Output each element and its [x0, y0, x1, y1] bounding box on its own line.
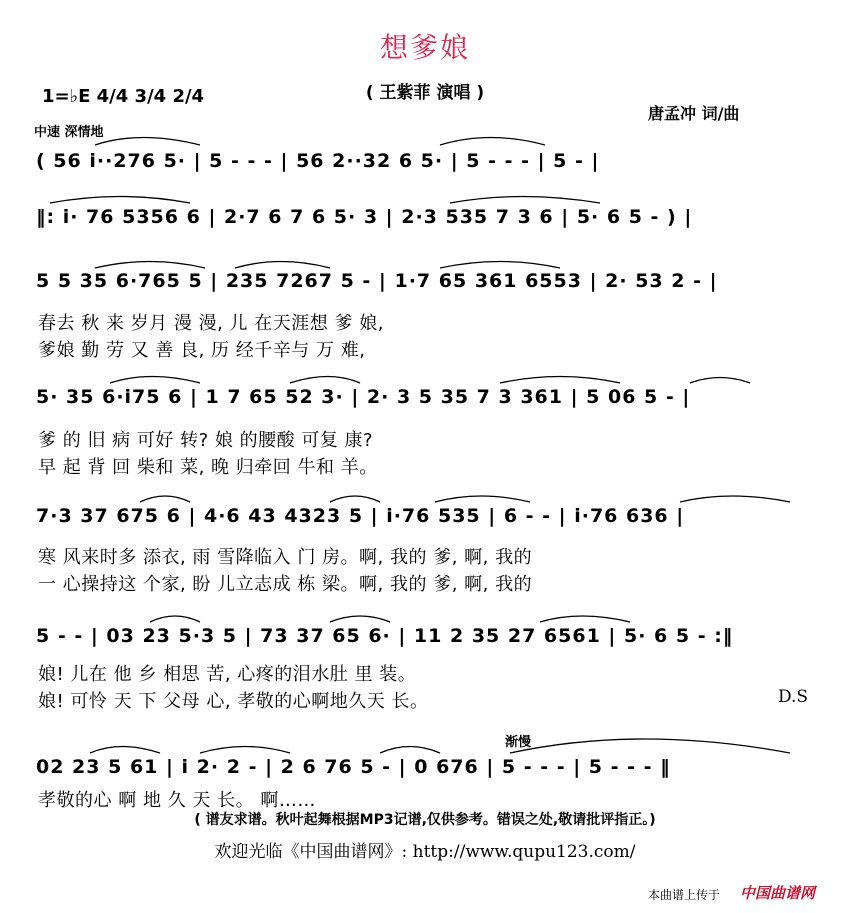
composer-credit: 唐孟冲 词/曲 [648, 104, 740, 123]
lyric-line-5a: 寒 风来时多 添衣, 雨 雪降临入 门 房。啊, 我的 爹, 啊, 我的 [38, 547, 533, 568]
lyric-line-4b: 早 起 背 回 柴和 菜, 晚 归牵回 牛和 羊。 [38, 457, 378, 478]
singer-credit: ( 王紫菲 演唱 ) [365, 83, 485, 103]
song-title: 想爹娘 [379, 31, 470, 64]
ritardando-marking: 渐慢 [505, 735, 532, 750]
score-line-6: 5 - - | 03 23 5·3 5 | 73 37 65 6· | 11 2 35 27 6561 | 5· 6 5 - :‖ [36, 625, 734, 647]
score-line-5: 7·3 37 675 6 | 4·6 43 4323 5 | i·76 535 | 6 - - | i·76 636 | [36, 505, 685, 527]
score-line-4: 5· 35 6·i75 6 | 1 7 65 52 3· | 2· 3 5 35 7 3 361 | 5 06 5 - | [36, 386, 691, 408]
transcription-note: ( 谱友求谱。秋叶起舞根据MP3记谱,仅供参考。错误之处,敬请批评指正。) [194, 812, 656, 828]
lyric-line-6b: 娘! 可怜 天 下 父母 心, 孝敬的心啊地久天 长。 [38, 691, 429, 712]
score-line-3: 5 5 35 6·765 5 | 235 7267 5 - | 1·7 65 361 6553 | 2· 53 2 - | [36, 270, 718, 292]
site-logo: 中国曲谱网 [740, 884, 816, 902]
lyric-line-7: 孝敬的心 啊 地 久 天 长。 啊…… [38, 790, 316, 811]
tempo-marking: 中速 深情地 [34, 125, 104, 140]
score-line-7: 02 23 5 61 | i 2· 2 - | 2 6 76 5 - | 0 676 | 5 - - - | 5 - - - ‖ [36, 756, 671, 778]
ds-marking: D.S [778, 687, 809, 707]
welcome-link[interactable]: 欢迎光临《中国曲谱网》: http://www.qupu123.com/ [214, 842, 636, 862]
score-line-2: ‖: i· 76 5356 6 | 2·7 6 7 6 5· 3 | 2·3 535 7 3 6 | 5· 6 5 - ) | [36, 206, 693, 228]
score-line-1: ( 56 i··276 5· | 5 - - - | 56 2··32 6 5· | 5 - - - | 5 - | [36, 150, 600, 172]
lyric-line-5b: 一 心操持这 个家, 盼 儿立志成 栋 梁。啊, 我的 爹, 啊, 我的 [38, 574, 533, 595]
upload-notice: 本曲谱上传于 [648, 888, 721, 902]
key-signature: 1=♭E 4/4 3/4 2/4 [42, 86, 205, 107]
lyric-line-3b: 爹娘 勤 劳 又 善 良, 历 经千辛与 万 难, [38, 340, 366, 361]
lyric-line-4a: 爹 的 旧 病 可好 转? 娘 的腰酸 可复 康? [38, 430, 374, 451]
lyric-line-6a: 娘! 儿在 他 乡 相思 苦, 心疼的泪水肚 里 装。 [38, 664, 417, 685]
lyric-line-3a: 春去 秋 来 岁月 漫 漫, 儿 在天涯想 爹 娘, [38, 313, 384, 334]
